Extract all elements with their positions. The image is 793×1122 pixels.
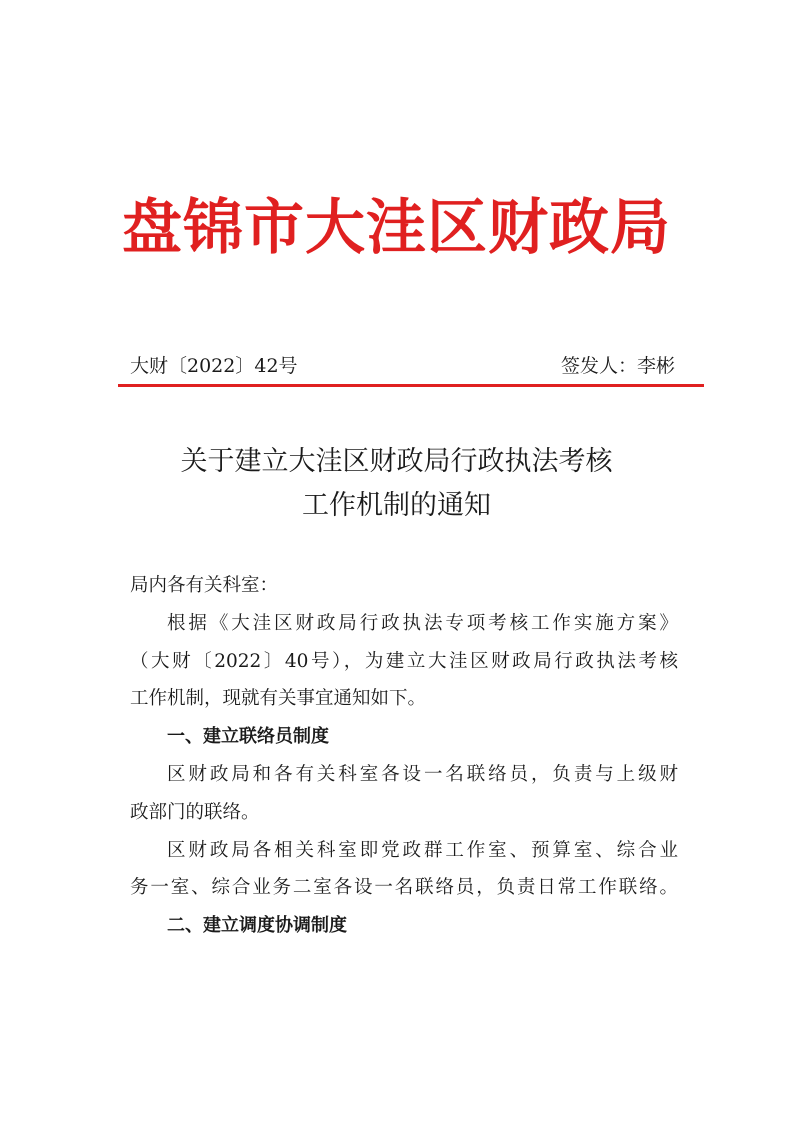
salutation: 局内各有关科室： [130, 575, 279, 596]
document-number: 大财〔2022〕42号 [130, 355, 298, 377]
organization-header: 盘锦市大洼区财政局 [122, 193, 671, 263]
red-divider-line [118, 384, 704, 387]
section-1-paragraph-2-line-2: 务一室、综合业务二室各设一名联络员，负责日常工作联络。 [130, 877, 678, 899]
intro-line-3: 工作机制，现就有关事宜通知如下。 [130, 688, 427, 710]
document-meta-row [130, 352, 675, 380]
signer: 签发人：李彬 [560, 355, 675, 377]
document-body [130, 567, 678, 945]
section-1-paragraph-1-line-1: 区财政局和各有关科室各设一名联络员，负责与上级财 [167, 763, 678, 785]
title-line-1: 关于建立大洼区财政局行政执法考核 [180, 446, 613, 477]
section-1-paragraph-1-line-2: 政部门的联络。 [130, 801, 260, 823]
document-title [90, 440, 703, 528]
intro-line-2: （大财〔2022〕40号），为建立大洼区财政局行政执法考核 [130, 650, 678, 672]
section-1-paragraph-2-line-1: 区财政局各相关科室即党政群工作室、预算室、综合业 [167, 839, 678, 861]
title-line-2: 工作机制的通知 [302, 490, 491, 521]
section-1-heading: 一、建立联络员制度 [167, 726, 329, 748]
intro-line-1: 根据《大洼区财政局行政执法专项考核工作实施方案》 [167, 612, 678, 634]
section-2-heading: 二、建立调度协调制度 [167, 915, 347, 937]
